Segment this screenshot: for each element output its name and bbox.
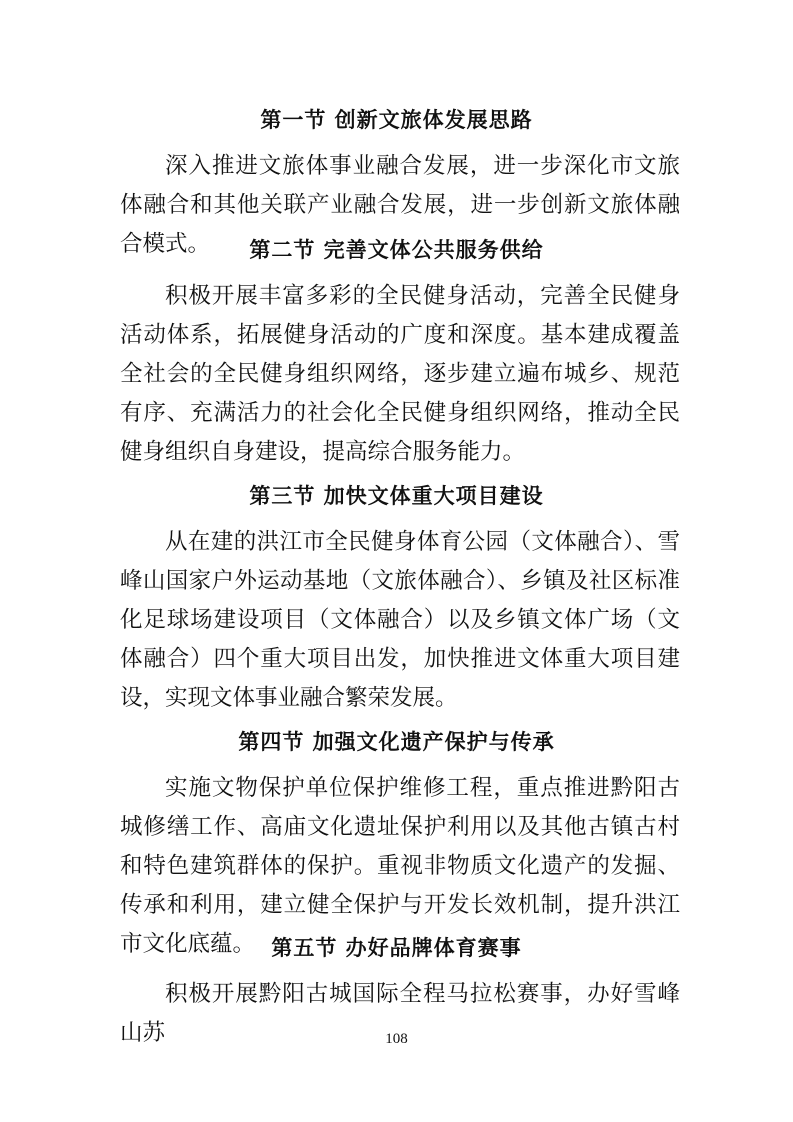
- section-5-title: 第五节 办好品牌体育赛事: [271, 936, 522, 960]
- section-4-body: 实施文物保护单位保护维修工程，重点推进黔阳古城修缮工作、高庙文化遗址保护利用以及其他古镇古村和特色建筑群体的保护。重视非物质文化遗产的发掘、传承和利用，建立健全保护与开发长效机制，提升洪江市文化底蕴。: [120, 775, 680, 957]
- page-number: 108: [385, 1031, 408, 1047]
- section-4-title: 第四节 加强文化遗产保护与传承: [238, 730, 555, 754]
- section-3-body: 从在建的洪江市全民健身体育公园（文体融合）、雪峰山国家户外运动基地（文旅体融合）、乡镇及社区标准化足球场建设项目（文体融合）以及乡镇文体广场（文体融合）四个重大项目出发，加快推进文体重大项目建设，实现文体事业融合繁荣发展。: [120, 529, 680, 711]
- section-2-title: 第二节 完善文体公共服务供给: [249, 238, 544, 262]
- section-1-body: 深入推进文旅体事业融合发展，进一步深化市文旅体融合和其他关联产业融合发展，进一步创新文旅体融合模式。: [120, 153, 680, 257]
- section-3-title: 第三节 加快文体重大项目建设: [249, 484, 544, 508]
- section-2-body: 积极开展丰富多彩的全民健身活动，完善全民健身活动体系，拓展健身活动的广度和深度。基本建成覆盖全社会的全民健身组织网络，逐步建立遍布城乡、规范有序、充满活力的社会化全民健身组织网络，推动全民健身组织自身建设，提高综合服务能力。: [120, 283, 680, 465]
- section-5-body: 积极开展黔阳古城国际全程马拉松赛事，办好雪峰山苏: [120, 981, 680, 1046]
- section-1-title: 第一节 创新文旅体发展思路: [260, 108, 533, 132]
